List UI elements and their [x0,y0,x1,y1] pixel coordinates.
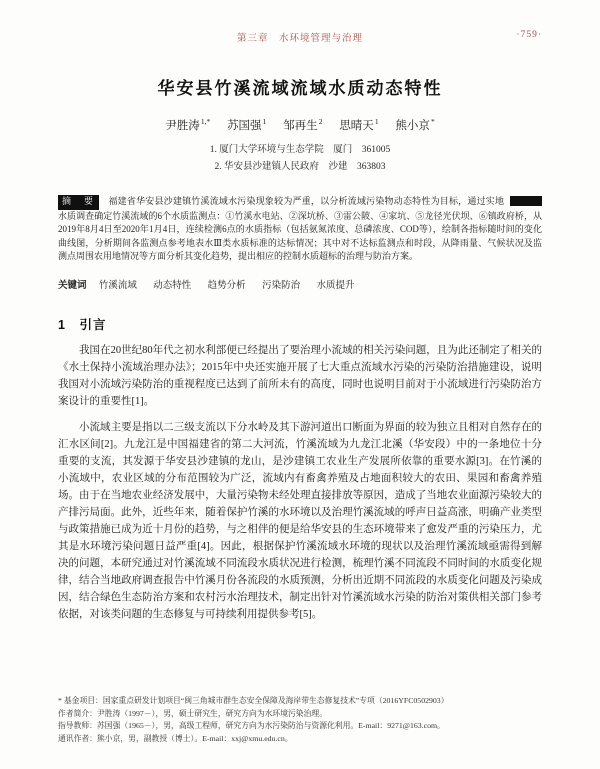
affiliations [58,142,542,175]
author-superscript: * [430,117,435,127]
chapter-title: 第三章 水环境管理与治理 [236,34,363,44]
body-paragraph: 我国在20世纪80年代之初水利部便已经提出了要治理小流域的相关污染问题，且为此还制定了相关的《水土保持小流域治理办法》；2015年中央还实施开展了七大重点流域水污染的污染防治措施建设，说明我国对小流域污染防治的重视程度已达到了前所未有的高度，同时也说明目前对于小流域进行污染防治方案设计的重要性[1]。 [58,344,542,407]
author-superscript: 1 [262,117,267,127]
abstract-label: 摘 要 [58,195,99,210]
section-heading-introduction: 1 引言 [58,317,107,332]
author-name: 苏国强 [227,120,262,132]
author-name: 熊小京 [395,120,430,132]
keyword: 动态特性 [153,280,192,291]
author-superscript: 1,* [200,117,211,127]
keywords-line [58,277,542,291]
author-superscript: 1 [374,117,379,127]
author [339,117,379,132]
footnote-author-bio: 作者简介：尹胜涛（1997－），男，硕士研究生，研究方向为水环境污染治理。 [58,708,327,718]
author-name: 尹胜涛 [165,120,200,132]
affiliation-line: 2. 华安县沙建镇人民政府 沙建 363803 [214,161,386,172]
author [283,117,323,132]
author-superscript: 2 [318,117,323,127]
running-head [58,30,542,44]
keyword: 趋势分析 [207,280,246,291]
author-line [58,117,542,133]
footnotes-block [58,695,542,745]
redaction-box [510,196,542,206]
page-number: ·759· [516,30,542,40]
author [165,117,211,132]
author-name: 邹再生 [283,120,318,132]
author [395,117,435,132]
footnote-funding: * 基金项目：国家重点研发计划项目“闽三角城市群生态安全保障及海岸带生态修复技术”专项（2016YFC0502903） [58,696,449,706]
abstract-text: 福建省华安县沙建镇竹溪流域水污染现象较为严重，以分析流域污染物动态特性为目标，通过实地水质调查确定竹溪流域的6个水质监测点：①竹溪水电站、②深坑桥、③雷公陂、④家坑、⑤龙径光伏坝、⑥镇政府桥，从2019年8月4日至2020年1月4日，连续检测6点的水质指标（包括氨氮浓度、总磷浓度、COD等），绘制各指标随时间的变化曲线图，分析期间各监测点参考地表水Ⅲ类水质标准的达标情况；其中对不达标监测点和时段，从降雨量、气候状况及监测点周围农用地情况等方面分析其变化趋势，提出相应的控制水质超标的治理与防治方案。 [58,196,542,262]
footnote-corresponding-author: 通讯作者：熊小京，男，副教授（博士）。E-mail：xxj@xmu.edu.cn。 [58,733,293,743]
affiliation-line: 1. 厦门大学环境与生态学院 厦门 361005 [209,145,391,155]
abstract-block [58,195,542,264]
footnote-advisor: 指导教师：苏国强（1965－），男，高级工程师，研究方向为水污染防治与资源化利用。E-mail：9271@163.com。 [58,721,445,731]
body-paragraph: 小流域主要是指以二三级支流以下分水岭及其下游河道出口断面为界面的较为独立且相对自然存在的汇水区间[2]。九龙江是中国福建省的第二大河流，竹溪流域为九龙江北溪（华安段）中的一条地位十分重要的支流，其发源于华安县沙建镇的龙山，是沙建镇工农业生产发展所依靠的重要水源[3]。在竹溪的小流域中，农业区域的分布范围较为广泛，流域内有畜禽养殖及占地面积较大的农田、果园和畜禽养殖场。由于在当地农业经济发展中，大量污染物未经处理直接排放等原因，造成了当地农业面源污染较大的产排污局面。此外，近些年来，随着保护竹溪的水环境以及治理竹溪流域的呼声日益高涨，明确产业类型与政策措施已成为近十月份的趋势，与之相伴的便是给华安县的生态环境带来了愈发严重的污染压力，尤其是水环境污染问题日益严重[4]。因此，根据保护竹溪流域水环境的现状以及治理竹溪流域亟需得到解决的问题，本研究通过对竹溪流域不同流段水质状况进行检测，梳理竹溪不同流段不同时间的水质变化规律，结合当地政府调查报告中竹溪月份各流段的水质预测，分析出近期不同流段的水质变化问题及污染成因，结合绿色生态防治方案和农村污水治理技术，制定出针对竹溪流域水污染的防治对策供相关部门参考依据，对该类问题的生态修复与可持续利用提供参考[5]。 [58,421,542,620]
keyword: 水质提升 [316,280,355,291]
author [227,117,267,132]
paper-title: 华安县竹溪流域流域水质动态特性 [157,79,443,98]
keywords-label: 关键词 [58,279,87,291]
author-name: 思晴天 [339,120,374,132]
keyword: 竹溪流域 [98,280,137,291]
keyword: 污染防治 [262,280,301,291]
